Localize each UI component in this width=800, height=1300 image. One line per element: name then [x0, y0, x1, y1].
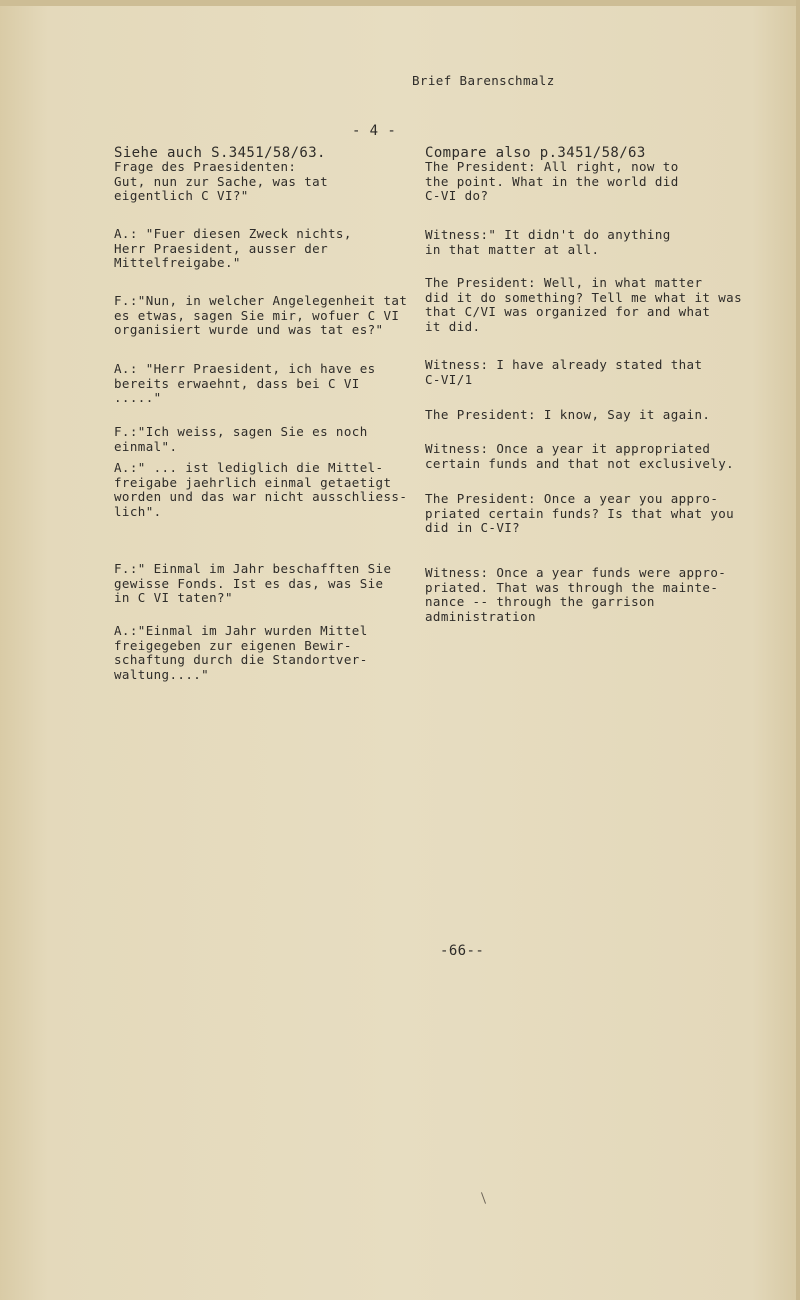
left-paragraph: Frage des Praesidenten: Gut, nun zur Sache, was tat eigentlich C VI?" [114, 159, 328, 203]
page-edge-right [796, 0, 800, 1300]
left-reference: Siehe auch S.3451/58/63. [114, 145, 326, 161]
left-paragraph: A.: "Fuer diesen Zweck nichts, Herr Praesident, ausser der Mittelfreigabe." [114, 226, 352, 270]
left-paragraph: F.:"Nun, in welcher Angelegenheit tat es etwas, sagen Sie mir, wofuer C VI organisiert wurde und was tat es?" [114, 293, 408, 337]
page-number: -66-- [440, 943, 485, 959]
right-paragraph: The President: I know, Say it again. [425, 407, 711, 422]
left-paragraph: A.: "Herr Praesident, ich have es bereits erwaehnt, dass bei C VI ....." [114, 361, 376, 405]
left-paragraph: A.:" ... ist lediglich die Mittel- freigabe jaehrlich einmal getaetigt worden und das war nicht ausschliess- lich". [114, 460, 408, 519]
right-paragraph: Witness: Once a year funds were appro- priated. That was through the mainte- nance -- through the garrison administration [425, 565, 727, 624]
header-title: Brief Barenschmalz [412, 73, 555, 88]
left-paragraph: F.:" Einmal im Jahr beschafften Sie gewisse Fonds. Ist es das, was Sie in C VI taten?" [114, 561, 392, 605]
page-edge-top [0, 0, 800, 6]
left-paragraph: A.:"Einmal im Jahr wurden Mittel freigegeben zur eigenen Bewir- schaftung durch die Standortver- waltung...." [114, 623, 368, 682]
left-paragraph: F.:"Ich weiss, sagen Sie es noch einmal". [114, 424, 368, 454]
right-reference: Compare also p.3451/58/63 [425, 145, 646, 161]
right-paragraph: Witness: I have already stated that C-VI/1 [425, 357, 703, 387]
right-paragraph: The President: Once a year you appro- priated certain funds? Is that what you did in C-VI? [425, 491, 735, 535]
page-marker: - 4 - [352, 123, 397, 139]
right-paragraph: The President: All right, now to the point. What in the world did C-VI do? [425, 159, 679, 203]
stray-pencil-mark [481, 1192, 486, 1204]
right-paragraph: The President: Well, in what matter did it do something? Tell me what it was that C/VI was organized for and what it did. [425, 275, 743, 334]
right-paragraph: Witness:" It didn't do anything in that matter at all. [425, 227, 671, 257]
right-paragraph: Witness: Once a year it appropriated certain funds and that not exclusively. [425, 441, 735, 471]
